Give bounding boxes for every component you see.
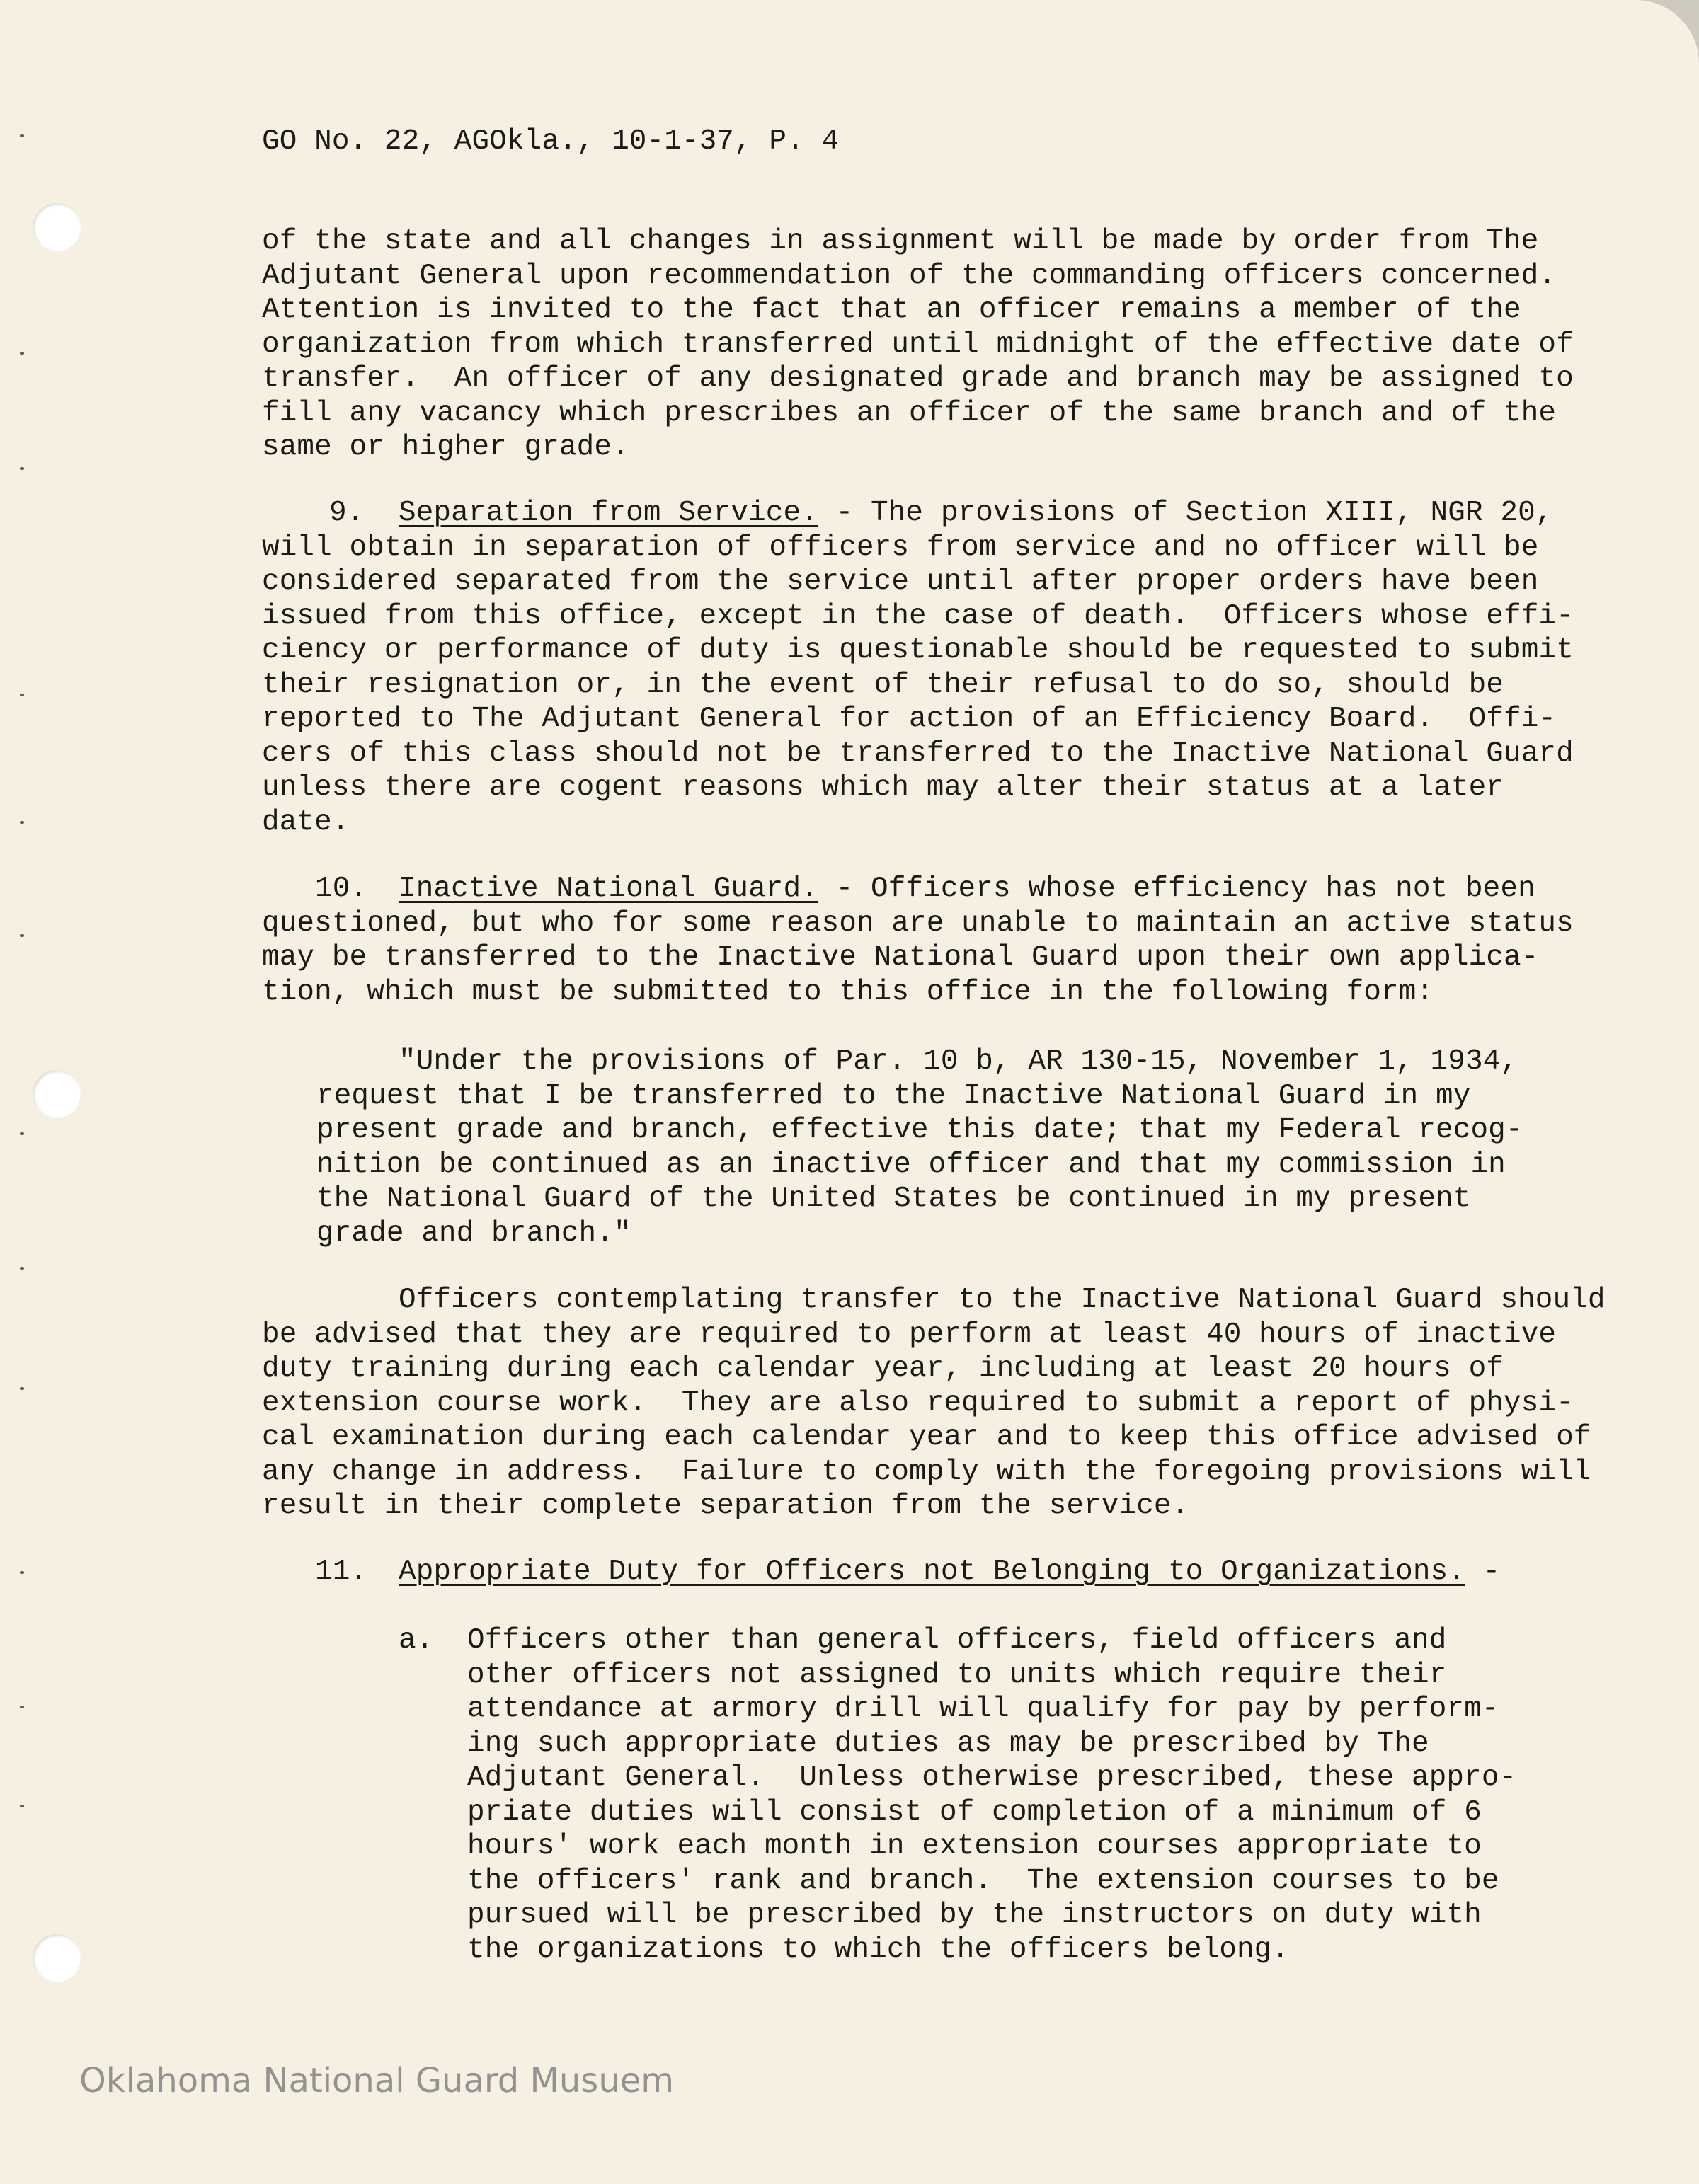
paragraph-lines — [262, 224, 1574, 465]
text-line: Adjutant General. Unless otherwise prescribed, these appro- — [467, 1761, 1517, 1794]
text-line: hours' work each month in extension courses appropriate to — [467, 1830, 1482, 1863]
punch-hole — [33, 203, 81, 251]
text-line: any change in address. Failure to comply with the foregoing provisions will — [262, 1455, 1591, 1488]
paragraph-heading-line — [399, 872, 1535, 907]
paragraph-lines — [262, 531, 1574, 840]
text-line: other officers not assigned to units which require their — [467, 1658, 1447, 1691]
text-line: ciency or performance of duty is questionable should be requested to submit — [262, 634, 1574, 667]
paragraph-heading-line — [399, 1555, 1500, 1590]
paragraph-number: 10. — [315, 873, 368, 905]
punch-hole — [33, 1934, 81, 1982]
paper-speck — [20, 1571, 24, 1574]
text-line: extension course work. They are also required to submit a report of physi- — [262, 1386, 1574, 1420]
text-line: pursued will be prescribed by the instructors on duty with — [467, 1899, 1482, 1931]
paragraph-title: Separation from Service. — [399, 497, 818, 529]
paper-speck — [20, 934, 24, 937]
text-line: be advised that they are required to perform at least 40 hours of inactive — [262, 1318, 1557, 1351]
text-line: ing such appropriate duties as may be prescribed by The — [467, 1727, 1429, 1760]
paragraph-lines — [262, 1318, 1591, 1524]
text-line: same or higher grade. — [262, 431, 629, 464]
text-line: considered separated from the service until after proper orders have been — [262, 565, 1539, 598]
text-line: the National Guard of the United States be continued in my present — [316, 1183, 1471, 1215]
text-line: cal examination during each calendar year and to keep this office advised of — [262, 1421, 1591, 1454]
text-line: result in their complete separation from the service. — [262, 1490, 1189, 1522]
paragraph-number: 11. — [315, 1556, 368, 1588]
paper-speck — [20, 1267, 24, 1270]
text-line: Adjutant General upon recommendation of the commanding officers concerned. — [262, 259, 1557, 292]
paper-speck — [20, 352, 24, 355]
paper-speck — [20, 1387, 24, 1390]
text-line: the organizations to which the officers belong. — [467, 1933, 1290, 1966]
paper-speck — [20, 821, 24, 824]
text-line: Attention is invited to the fact that an officer remains a member of the — [262, 294, 1521, 326]
paragraph-title: Inactive National Guard. — [399, 873, 818, 905]
paper-speck — [20, 1132, 24, 1135]
paper-speck — [20, 134, 24, 137]
text-line: of the state and all changes in assignment will be made by order from The — [262, 225, 1539, 258]
paragraph-first-line-text: - Officers whose efficiency has not been — [818, 873, 1535, 905]
subparagraph-letter: a. — [399, 1624, 434, 1657]
text-line: Officers other than general officers, field officers and — [467, 1624, 1447, 1657]
text-line: the officers' rank and branch. The extension courses to be — [467, 1864, 1499, 1897]
text-line: grade and branch." — [316, 1217, 631, 1250]
museum-watermark: Oklahoma National Guard Musuem — [79, 2061, 675, 2100]
text-line: issued from this office, except in the case of death. Officers whose effi- — [262, 599, 1574, 633]
text-line: duty training during each calendar year, including at least 20 hours of — [262, 1352, 1504, 1385]
paragraph-title: Appropriate Duty for Officers not Belonging to Organizations. — [399, 1556, 1465, 1588]
text-line: priate duties will consist of completion of a minimum of 6 — [467, 1795, 1482, 1829]
text-line: date. — [262, 805, 350, 839]
paragraph-first-line: "Under the provisions of Par. 10 b, AR 130-15, November 1, 1934, — [399, 1045, 1518, 1078]
text-line: cers of this class should not be transferred to the Inactive National Guard — [262, 737, 1574, 770]
paper-speck — [20, 694, 24, 696]
paragraph-lines — [316, 1079, 1523, 1251]
text-line: organization from which transferred until midnight of the effective date of — [262, 328, 1574, 361]
text-line: present grade and branch, effective this date; that my Federal recog- — [316, 1114, 1523, 1146]
paragraph-number: 9. — [329, 497, 365, 529]
text-line: tion, which must be submitted to this office in the following form: — [262, 975, 1434, 1008]
paragraph-first-line-text: - The provisions of Section XIII, NGR 20, — [818, 497, 1553, 529]
paper-speck — [20, 1706, 24, 1708]
paragraph-lines — [262, 907, 1574, 1010]
paragraph-first-line: Officers contemplating transfer to the Inactive National Guard should — [399, 1284, 1606, 1316]
punch-hole — [33, 1070, 81, 1118]
paragraph-first-line-text: - — [1465, 1556, 1501, 1588]
text-line: transfer. An officer of any designated grade and branch may be assigned to — [262, 362, 1574, 395]
text-line: may be transferred to the Inactive National Guard upon their own applica- — [262, 941, 1539, 974]
page-header: GO No. 22, AGOkla., 10-1-37, P. 4 — [262, 125, 840, 158]
text-line: unless there are cogent reasons which may alter their status at a later — [262, 771, 1504, 804]
paper-speck — [20, 1805, 24, 1807]
text-line: attendance at armory drill will qualify for pay by perform- — [467, 1693, 1499, 1725]
text-line: their resignation or, in the event of their refusal to do so, should be — [262, 668, 1504, 701]
text-line: reported to The Adjutant General for action of an Efficiency Board. Offi- — [262, 703, 1557, 735]
paragraph-heading-line — [399, 496, 1552, 531]
paragraph-lines — [467, 1623, 1516, 1967]
text-line: request that I be transferred to the Inactive National Guard in my — [316, 1079, 1471, 1113]
paper-speck — [20, 467, 24, 470]
text-line: questioned, but who for some reason are unable to maintain an active status — [262, 907, 1574, 940]
text-line: will obtain in separation of officers from service and no officer will be — [262, 531, 1539, 564]
text-line: fill any vacancy which prescribes an officer of the same branch and of the — [262, 396, 1557, 430]
text-line: nition be continued as an inactive officer and that my commission in — [316, 1148, 1506, 1181]
